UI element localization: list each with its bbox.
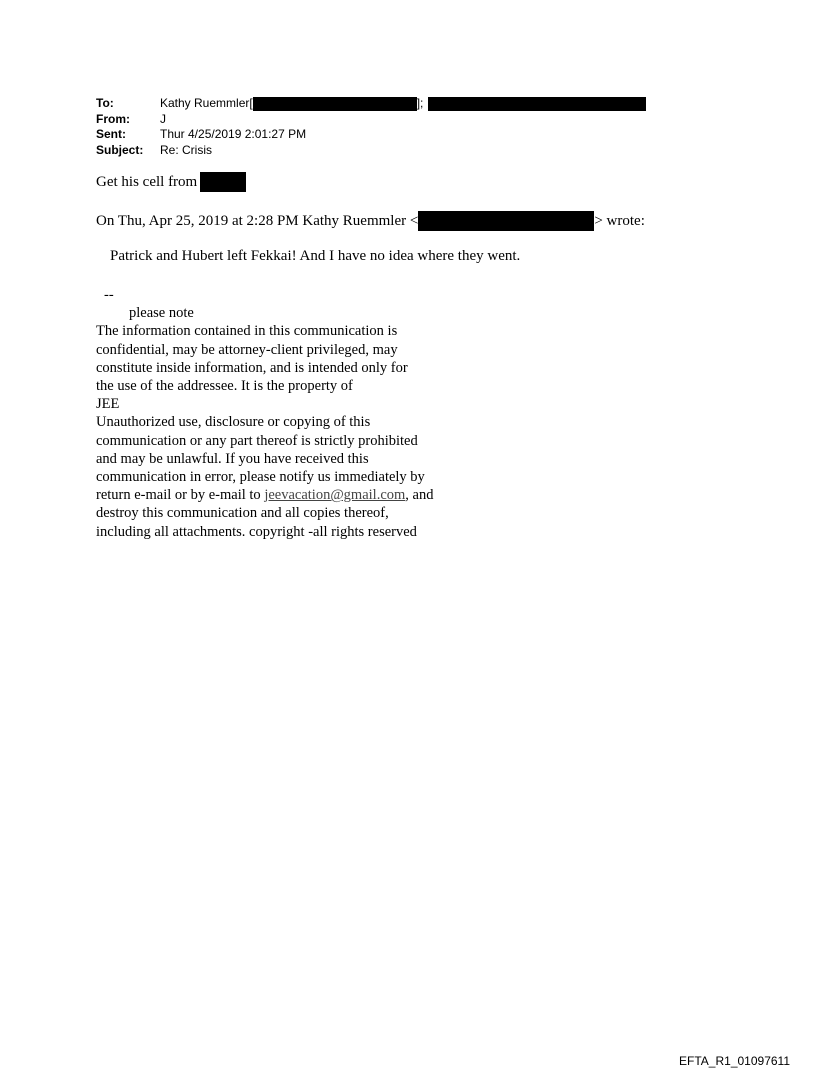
disclaimer-line: communication or any part thereof is strictly prohibited: [96, 432, 418, 449]
sent-value: Thur 4/25/2019 2:01:27 PM: [160, 127, 307, 141]
sent-row: [96, 127, 646, 143]
email-header: [96, 96, 646, 158]
disclaimer: [96, 286, 433, 541]
disclaimer-line: the use of the addressee. It is the property of: [96, 378, 353, 395]
email-link[interactable]: jeevacation@gmail.com: [264, 487, 406, 504]
please-note: please note: [129, 305, 194, 322]
subject-row: [96, 143, 646, 159]
disclaimer-line: communication in error, please notify us immediately by: [96, 469, 425, 486]
email-prefix: return e-mail or by e-mail to: [96, 487, 265, 504]
disclaimer-line: and may be unlawful. If you have received this: [96, 450, 369, 467]
disclaimer-email-line: [96, 486, 433, 504]
redaction-box: [418, 211, 594, 231]
to-row: [96, 96, 646, 112]
to-value: Kathy Ruemmler[: [160, 96, 253, 110]
from-row: [96, 112, 646, 128]
redaction-box: [253, 97, 417, 111]
from-value: J: [160, 111, 166, 126]
disclaimer-line: The information contained in this communication is: [96, 323, 398, 340]
subject-label: Subject:: [96, 142, 144, 157]
reply-text: Get his cell from: [96, 173, 198, 190]
disclaimer-line: JEE: [96, 396, 120, 413]
email-suffix: , and: [405, 487, 434, 504]
quote-intro-text: On Thu, Apr 25, 2019 at 2:28 PM Kathy Ruemmler <: [96, 212, 419, 229]
to-label: To:: [96, 96, 114, 110]
disclaimer-line: confidential, may be attorney-client privileged, may: [96, 341, 398, 358]
subject-value: Re: Crisis: [160, 142, 213, 157]
quote-intro-end: > wrote:: [594, 212, 645, 229]
from-label: From:: [96, 111, 130, 126]
quoted-message: Patrick and Hubert left Fekkai! And I have no idea where they went.: [110, 248, 521, 264]
redaction-box: [200, 172, 246, 192]
disclaimer-line: including all attachments. copyright -all rights reserved: [96, 523, 417, 540]
reply-line: [96, 172, 246, 192]
signature-dash: --: [104, 287, 114, 303]
disclaimer-line: destroy this communication and all copies thereof,: [96, 505, 389, 522]
disclaimer-line: constitute inside information, and is intended only for: [96, 359, 408, 376]
sent-label: Sent:: [96, 127, 126, 141]
document-id: EFTA_R1_01097611: [679, 1054, 790, 1068]
redaction-box: [428, 97, 646, 111]
quote-intro: [96, 211, 645, 231]
disclaimer-line: Unauthorized use, disclosure or copying of this: [96, 414, 371, 431]
to-separator: ];: [416, 96, 424, 110]
